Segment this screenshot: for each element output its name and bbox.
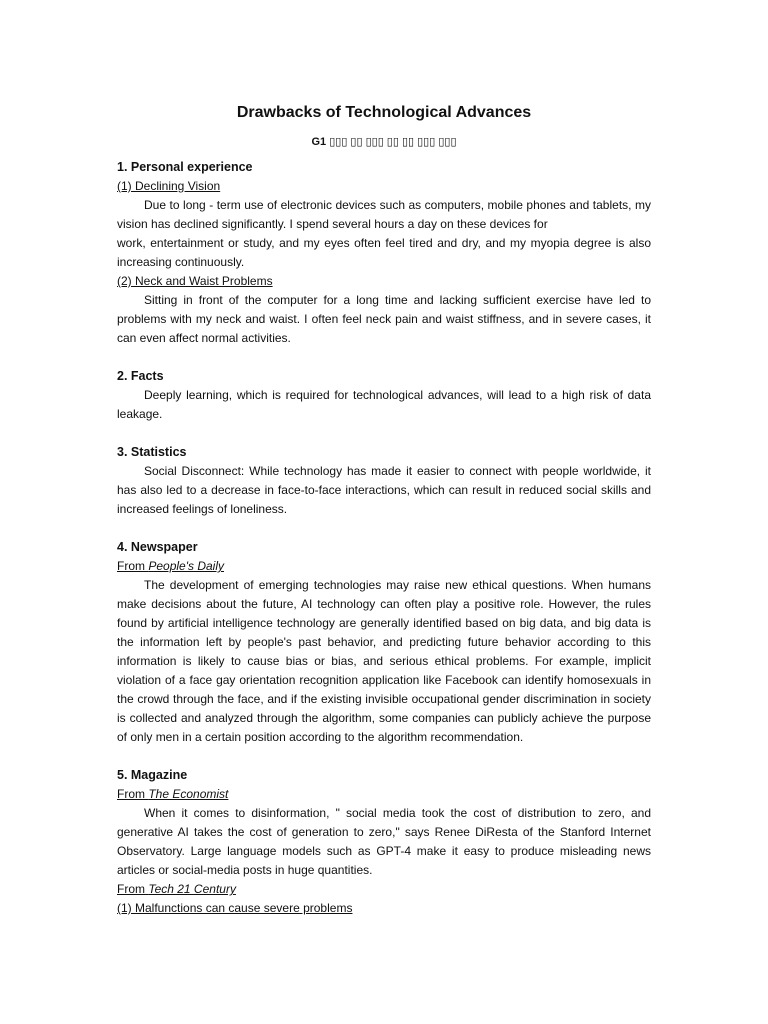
paragraph-magazine: When it comes to disinformation, " social media took the cost of distribution to zero, and generative AI takes the cost of generation to zero," says Renee DiResta of the Stanford Internet Observatory. Large language models such as GPT-4 make it easy to produce misleading news articles or social-media posts in huge quantities. (117, 806, 651, 877)
paragraph-declining-vision-b: work, entertainment or study, and my eyes often feel tired and dry, and my myopia degree is also increasing continuously. (117, 236, 651, 269)
section-heading-magazine: 5. Magazine (117, 768, 188, 782)
document-authors: G1 ▯▯▯ ▯▯ ▯▯▯ ▯▯ ▯▯ ▯▯▯ ▯▯▯ (311, 136, 457, 148)
spacer (117, 519, 651, 538)
source-prefix: From (117, 559, 149, 573)
document-title: Drawbacks of Technological Advances (236, 104, 532, 121)
section-heading-facts: 2. Facts (117, 369, 164, 383)
source-peoples-daily (117, 557, 651, 576)
source-name: The Economist (148, 787, 229, 801)
section-heading-newspaper: 4. Newspaper (117, 540, 198, 554)
paragraph-declining-vision-a: Due to long - term use of electronic devices such as computers, mobile phones and tablets, my vision has declined significantly. I spend several hours a day on these devices for (117, 198, 651, 231)
paragraph-facts: Deeply learning, which is required for technological advances, will lead to a high risk of data leakage. (117, 388, 651, 421)
subheading-malfunctions: (1) Malfunctions can cause severe problems (117, 901, 353, 915)
paragraph-newspaper: The development of emerging technologies may raise new ethical questions. When humans make decisions about the future, AI technology can often play a positive role. However, the rules found by artificial intelligence technology are generally identified based on big data, and big data is the information left by people's past behavior, and predicting future behavior according to this information is likely to cause bias or bias, and serious ethical problems. For example, implicit violation of a face gay orientation recognition application like Facebook can identify homosexuals in the crowd through the face, and if the existing invisible occupational gender discrimination in society is collected and analyzed through the algorithm, some companies can publicly achieve the purpose of only men in a certain position according to the algorithm recommendation. (117, 578, 651, 744)
paragraph-neck-waist: Sitting in front of the computer for a long time and lacking sufficient exercise have led to problems with my neck and waist. I often feel neck pain and waist stiffness, and in severe cases, it can even affect normal activities. (117, 293, 651, 345)
source-prefix: From (117, 882, 149, 896)
spacer (117, 747, 651, 766)
source-the-economist (117, 785, 651, 804)
section-heading-statistics: 3. Statistics (117, 445, 187, 459)
source-prefix: From (117, 787, 149, 801)
subheading-declining-vision: (1) Declining Vision (117, 179, 221, 193)
spacer (117, 348, 651, 367)
source-name: People's Daily (148, 559, 225, 573)
spacer (117, 424, 651, 443)
section-heading-personal-experience: 1. Personal experience (117, 160, 253, 174)
subheading-neck-waist: (2) Neck and Waist Problems (117, 274, 273, 288)
source-name: Tech 21 Century (148, 882, 236, 896)
paragraph-statistics: Social Disconnect: While technology has made it easier to connect with people worldwide, it has also led to a decrease in face-to-face interactions, which can result in reduced social skills and increased feelings of loneliness. (117, 464, 651, 516)
source-tech-21-century (117, 880, 651, 899)
